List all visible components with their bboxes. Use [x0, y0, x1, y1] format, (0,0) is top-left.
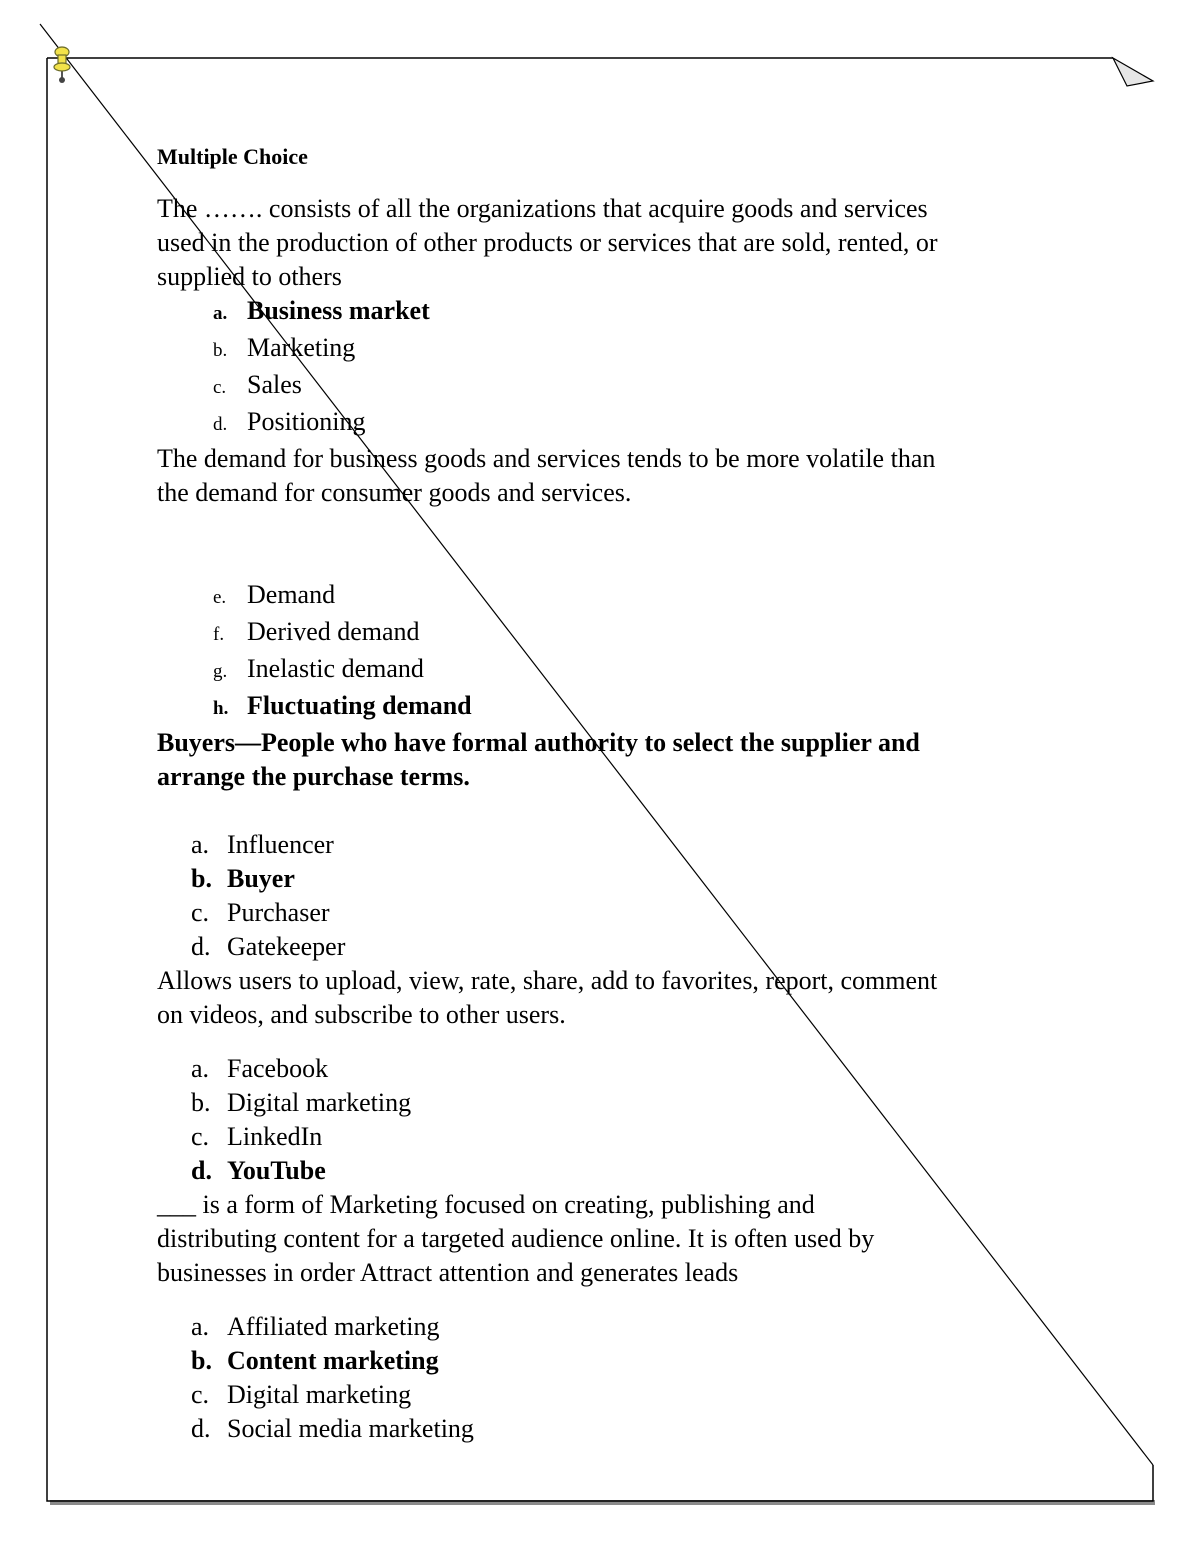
option-correct [157, 689, 1057, 726]
question-text-line: the demand for consumer goods and services. [157, 478, 632, 507]
option-letter: b. [191, 1088, 211, 1117]
option-text: Gatekeeper [227, 932, 346, 961]
option [157, 1120, 1057, 1154]
option-text: Positioning [247, 407, 366, 436]
option-text: Affiliated marketing [227, 1312, 440, 1341]
options-list [157, 578, 1057, 726]
option [157, 615, 1057, 652]
question-text-line: The demand for business goods and services tends to be more volatile than [157, 444, 936, 473]
option-letter: d. [191, 1156, 212, 1185]
pushpin-icon [54, 47, 70, 83]
question-text-line: distributing content for a targeted audience online. It is often used by [157, 1224, 875, 1253]
option-text: Demand [247, 580, 336, 609]
option [157, 1412, 1057, 1446]
spacer [157, 1032, 1057, 1052]
option [157, 405, 1057, 442]
question-4 [157, 964, 1057, 1188]
option [157, 578, 1057, 615]
option-text: LinkedIn [227, 1122, 323, 1151]
question-text-line: Allows users to upload, view, rate, share, add to favorites, report, comment [157, 966, 938, 995]
option [157, 828, 1057, 862]
option-letter: e. [213, 587, 227, 608]
option [157, 331, 1057, 368]
options-list [157, 828, 1057, 964]
option-letter: a. [213, 303, 228, 324]
option-letter: h. [213, 698, 229, 719]
option-letter: c. [191, 1380, 210, 1409]
option [157, 652, 1057, 689]
question-text-line: businesses in order Attract attention and generates leads [157, 1258, 739, 1287]
option-letter: d. [191, 932, 211, 961]
option [157, 1086, 1057, 1120]
option [157, 1378, 1057, 1412]
spacer [157, 794, 1057, 828]
option-letter: a. [191, 1312, 210, 1341]
option-correct [157, 294, 1057, 331]
question-text-line: arrange the purchase terms. [157, 762, 470, 791]
question-1 [157, 192, 1057, 442]
question-text-line: The ……. consists of all the organizations that acquire goods and services [157, 194, 928, 223]
question-text-line: Buyers—People who have formal authority to select the supplier and [157, 728, 920, 757]
option-text: Social media marketing [227, 1414, 474, 1443]
option [157, 368, 1057, 405]
option-letter: d. [213, 414, 228, 435]
question-5 [157, 1188, 1057, 1446]
option-letter: f. [213, 624, 225, 645]
question-text-line: used in the production of other products or services that are sold, rented, or [157, 228, 938, 257]
option-letter: d. [191, 1414, 211, 1443]
option [157, 930, 1057, 964]
option-letter: a. [191, 830, 210, 859]
option-correct [157, 1154, 1057, 1188]
question-text-line: on videos, and subscribe to other users. [157, 1000, 566, 1029]
option-text: Purchaser [227, 898, 330, 927]
question-text-line: supplied to others [157, 262, 342, 291]
options-list [157, 294, 1057, 442]
option-text: Facebook [227, 1054, 329, 1083]
option-correct [157, 862, 1057, 896]
section-title: Multiple Choice [157, 144, 308, 169]
option-letter: a. [191, 1054, 210, 1083]
option-text: Fluctuating demand [247, 691, 472, 720]
option-text: Influencer [227, 830, 334, 859]
option-text: Business market [247, 296, 430, 325]
option-text: Buyer [227, 864, 295, 893]
question-3 [157, 726, 1057, 964]
option-text: Digital marketing [227, 1088, 412, 1117]
option-letter: g. [213, 661, 228, 682]
option-text: Derived demand [247, 617, 420, 646]
option-letter: c. [191, 898, 210, 927]
option-text: YouTube [227, 1156, 326, 1185]
option-letter: c. [191, 1122, 210, 1151]
spacer [157, 1290, 1057, 1310]
option [157, 1052, 1057, 1086]
option-letter: c. [213, 377, 227, 398]
option-text: Sales [247, 370, 302, 399]
option-correct [157, 1344, 1057, 1378]
option-text: Content marketing [227, 1346, 439, 1375]
option [157, 896, 1057, 930]
page-curl-icon [1113, 58, 1153, 86]
document-body [157, 140, 1057, 1446]
option-letter: b. [191, 864, 212, 893]
option-letter: b. [191, 1346, 212, 1375]
spacer [157, 510, 1057, 578]
options-list [157, 1310, 1057, 1446]
question-2 [157, 442, 1057, 726]
option-text: Inelastic demand [247, 654, 424, 683]
option-text: Digital marketing [227, 1380, 412, 1409]
option-letter: b. [213, 340, 228, 361]
option [157, 1310, 1057, 1344]
options-list [157, 1052, 1057, 1188]
question-text-line: ___ is a form of Marketing focused on creating, publishing and [157, 1190, 815, 1219]
option-text: Marketing [247, 333, 356, 362]
